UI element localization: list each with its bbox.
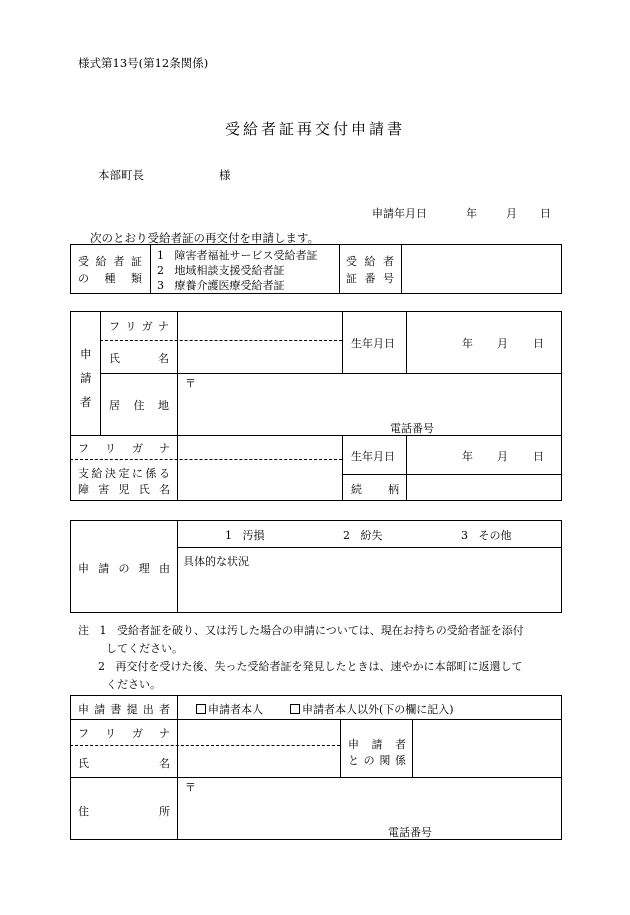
child-name-field[interactable] [178, 460, 341, 500]
application-date-label: 申請年月日 [372, 207, 427, 220]
child-furigana-field[interactable] [178, 436, 341, 458]
submitter-relationship-field[interactable] [413, 720, 561, 776]
child-name-label-line1: 支 給 決 定 に 係 る [78, 467, 170, 480]
note-2-line1: 2 再交付を受けた後、失った受給者証を発見したときは、速やかに本部町に返還して [98, 660, 523, 673]
submitter-furigana-field[interactable] [178, 720, 339, 744]
date-year-label: 年 [466, 207, 477, 220]
submitter-phone-label: 電話番号 [388, 826, 432, 839]
submitter-address-field[interactable] [178, 778, 561, 839]
cert-type-option-1: 1 障害者福祉サービス受給者証 [157, 249, 318, 262]
child-relationship-field[interactable] [407, 475, 561, 500]
child-birth-year: 年 [462, 450, 473, 463]
checkbox-icon [196, 704, 206, 714]
honorific: 様 [219, 168, 231, 182]
applicant-address-field[interactable] [178, 374, 561, 434]
notes [78, 622, 524, 694]
applicant-address-label: 居 住 地 [109, 399, 169, 412]
submitter-label: 申 請 書 提 出 者 [78, 703, 170, 716]
submitter-address-label: 住 所 [78, 805, 170, 818]
date-month-label: 月 [506, 207, 517, 220]
note-1-line1: 注 1 受給者証を破り、又は汚した場合の申請については、現在お持ちの受給者証を添付 [78, 624, 524, 637]
addressee: 本部町長 [98, 168, 144, 182]
applicant-phone-label: 電話番号 [390, 422, 434, 435]
submitter-relationship-label-line1: 申 請 者 [348, 738, 406, 751]
applicant-birth-date-label: 生年月日 [351, 337, 395, 350]
intro-text: 次のとおり受給者証の再交付を申請します。 [90, 231, 320, 245]
page-title: 受給者証再交付申請書 [224, 120, 405, 138]
submitter-option-other[interactable]: 申請者本人以外(下の欄に記入) [290, 701, 454, 717]
reason-label: 申 請 の 理 由 [78, 562, 170, 575]
child-birth-date-label: 生年月日 [351, 450, 395, 463]
cert-type-option-2: 2 地域相談支援受給者証 [157, 264, 285, 277]
reason-details-field[interactable] [178, 548, 561, 612]
submitter-furigana-label: フ リ ガ ナ [78, 727, 170, 740]
submitter-name-label: 氏 名 [78, 757, 170, 770]
cert-type-label-line2: の 種 類 [78, 272, 142, 285]
cert-number-field[interactable] [402, 245, 561, 293]
cert-type-option-3: 3 療養介護医療受給者証 [157, 279, 285, 292]
cert-type-label-line1: 受 給 者 証 [78, 255, 142, 268]
cert-number-label-line1: 受 給 者 [346, 255, 394, 268]
submitter-name-field[interactable] [178, 746, 339, 776]
applicant-furigana-field[interactable] [178, 312, 341, 339]
form-number: 様式第13号(第12条関係) [78, 56, 209, 70]
reason-option-2[interactable]: 2 紛失 [343, 529, 383, 542]
child-furigana-label: フ リ ガ ナ [78, 442, 170, 455]
note-1-line2: してください。 [106, 642, 183, 655]
applicant-furigana-label: フ リ ガ ナ [109, 320, 169, 333]
applicant-birth-day: 日 [533, 337, 544, 350]
checkbox-icon [290, 704, 300, 714]
submitter-option-self[interactable]: 申請者本人 [196, 701, 263, 717]
note-2-line2: ください。 [106, 678, 161, 691]
applicant-birth-month: 月 [497, 337, 508, 350]
applicant-name-field[interactable] [178, 341, 341, 372]
child-relationship-label: 続 柄 [351, 483, 399, 496]
applicant-side-label: 申請者 [80, 347, 92, 409]
applicant-birth-year: 年 [462, 337, 473, 350]
reason-details-label: 具体的な状況 [183, 555, 249, 568]
submitter-postal-mark: 〒 [185, 781, 196, 794]
child-birth-month: 月 [497, 450, 508, 463]
child-name-label-line2: 障 害 児 氏 名 [78, 483, 170, 496]
submitter-relationship-label-line2: と の 関 係 [348, 754, 406, 767]
reason-option-3[interactable]: 3 その他 [461, 529, 512, 542]
applicant-name-label: 氏 名 [109, 352, 169, 365]
date-day-label: 日 [540, 207, 551, 220]
reason-option-1[interactable]: 1 汚損 [225, 529, 265, 542]
cert-number-label-line2: 証 番 号 [346, 272, 394, 285]
child-birth-day: 日 [533, 450, 544, 463]
applicant-postal-mark: 〒 [185, 377, 196, 390]
